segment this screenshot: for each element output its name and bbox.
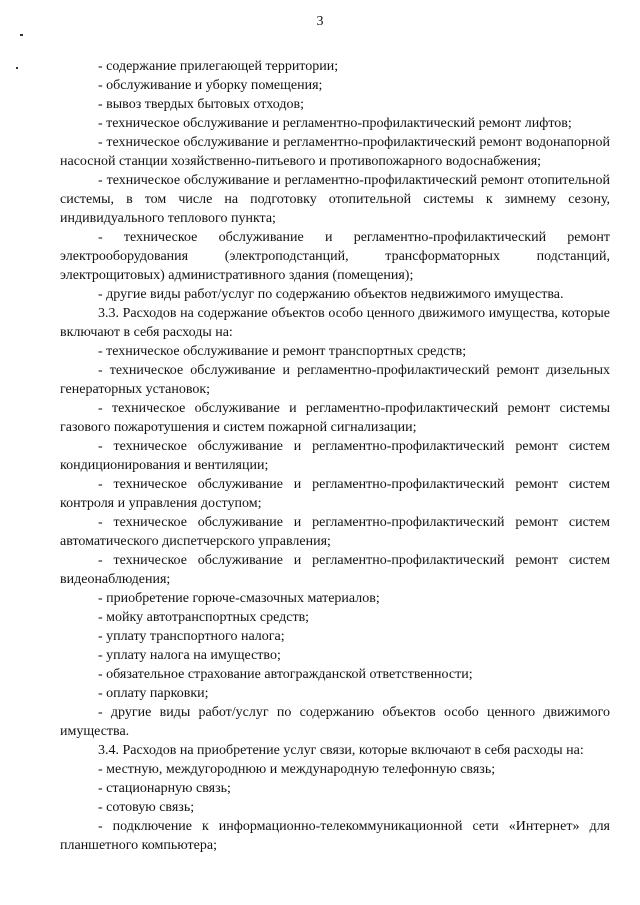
list-item: - обязательное страхование автогражданской ответственности; bbox=[98, 667, 473, 682]
list-item: - сотовую связь; bbox=[98, 800, 195, 815]
list-item: - мойку автотранспортных средств; bbox=[98, 610, 310, 625]
list-item: - содержание прилегающей территории; bbox=[98, 59, 339, 74]
list-item: - техническое обслуживание и регламентно-профилактический ремонт систем контроля и управления доступом; bbox=[60, 477, 610, 511]
scan-speck bbox=[16, 67, 18, 69]
list-item: - вывоз твердых бытовых отходов; bbox=[98, 97, 305, 112]
list-item: - другие виды работ/услуг по содержанию объектов особо ценного движимого имущества. bbox=[60, 705, 610, 739]
section-paragraph: 3.4. Расходов на приобретение услуг связи, которые включают в себя расходы на: bbox=[98, 743, 584, 758]
list-item: - техническое обслуживание и регламентно-профилактический ремонт системы газового пожаротушения и систем пожарной сигнализации; bbox=[60, 401, 610, 435]
list-item: - стационарную связь; bbox=[98, 781, 231, 796]
list-item: - техническое обслуживание и регламентно-профилактический ремонт систем кондиционирования и вентиляции; bbox=[60, 439, 610, 473]
list-item: - техническое обслуживание и регламентно-профилактический ремонт систем видеонаблюдения; bbox=[60, 553, 610, 587]
list-item: - техническое обслуживание и регламентно-профилактический ремонт электрооборудования (электроподстанций, трансформаторных подстанций, электрощитовых) административного здания (помещения); bbox=[60, 230, 610, 283]
list-item: - техническое обслуживание и ремонт транспортных средств; bbox=[98, 344, 467, 359]
list-item: - обслуживание и уборку помещения; bbox=[98, 78, 323, 93]
list-item: - уплату налога на имущество; bbox=[98, 648, 281, 663]
list-item: - техническое обслуживание и регламентно-профилактический ремонт отопительной системы, в том числе на подготовку отопительной системы к зимнему сезону, индивидуального теплового пункта; bbox=[60, 173, 610, 226]
list-item: - оплату парковки; bbox=[98, 686, 209, 701]
section-paragraph: 3.3. Расходов на содержание объектов особо ценного движимого имущества, которые включают в себя расходы на: bbox=[60, 306, 610, 340]
page-number: 3 bbox=[316, 14, 324, 29]
list-item: - подключение к информационно-телекоммуникационной сети «Интернет» для планшетного компьютера; bbox=[60, 819, 610, 853]
list-item: - техническое обслуживание и регламентно-профилактический ремонт лифтов; bbox=[98, 116, 572, 131]
document-body bbox=[60, 57, 610, 855]
list-item: - местную, междугороднюю и международную телефонную связь; bbox=[98, 762, 496, 777]
list-item: - техническое обслуживание и регламентно-профилактический ремонт систем автоматического диспетчерского управления; bbox=[60, 515, 610, 549]
list-item: - уплату транспортного налога; bbox=[98, 629, 285, 644]
list-item: - другие виды работ/услуг по содержанию объектов недвижимого имущества. bbox=[98, 287, 564, 302]
list-item: - техническое обслуживание и регламентно-профилактический ремонт дизельных генераторных установок; bbox=[60, 363, 610, 397]
list-item: - приобретение горюче-смазочных материалов; bbox=[98, 591, 380, 606]
scan-speck bbox=[20, 34, 23, 36]
list-item: - техническое обслуживание и регламентно-профилактический ремонт водонапорной насосной станции хозяйственно-питьевого и противопожарного водоснабжения; bbox=[60, 135, 610, 169]
